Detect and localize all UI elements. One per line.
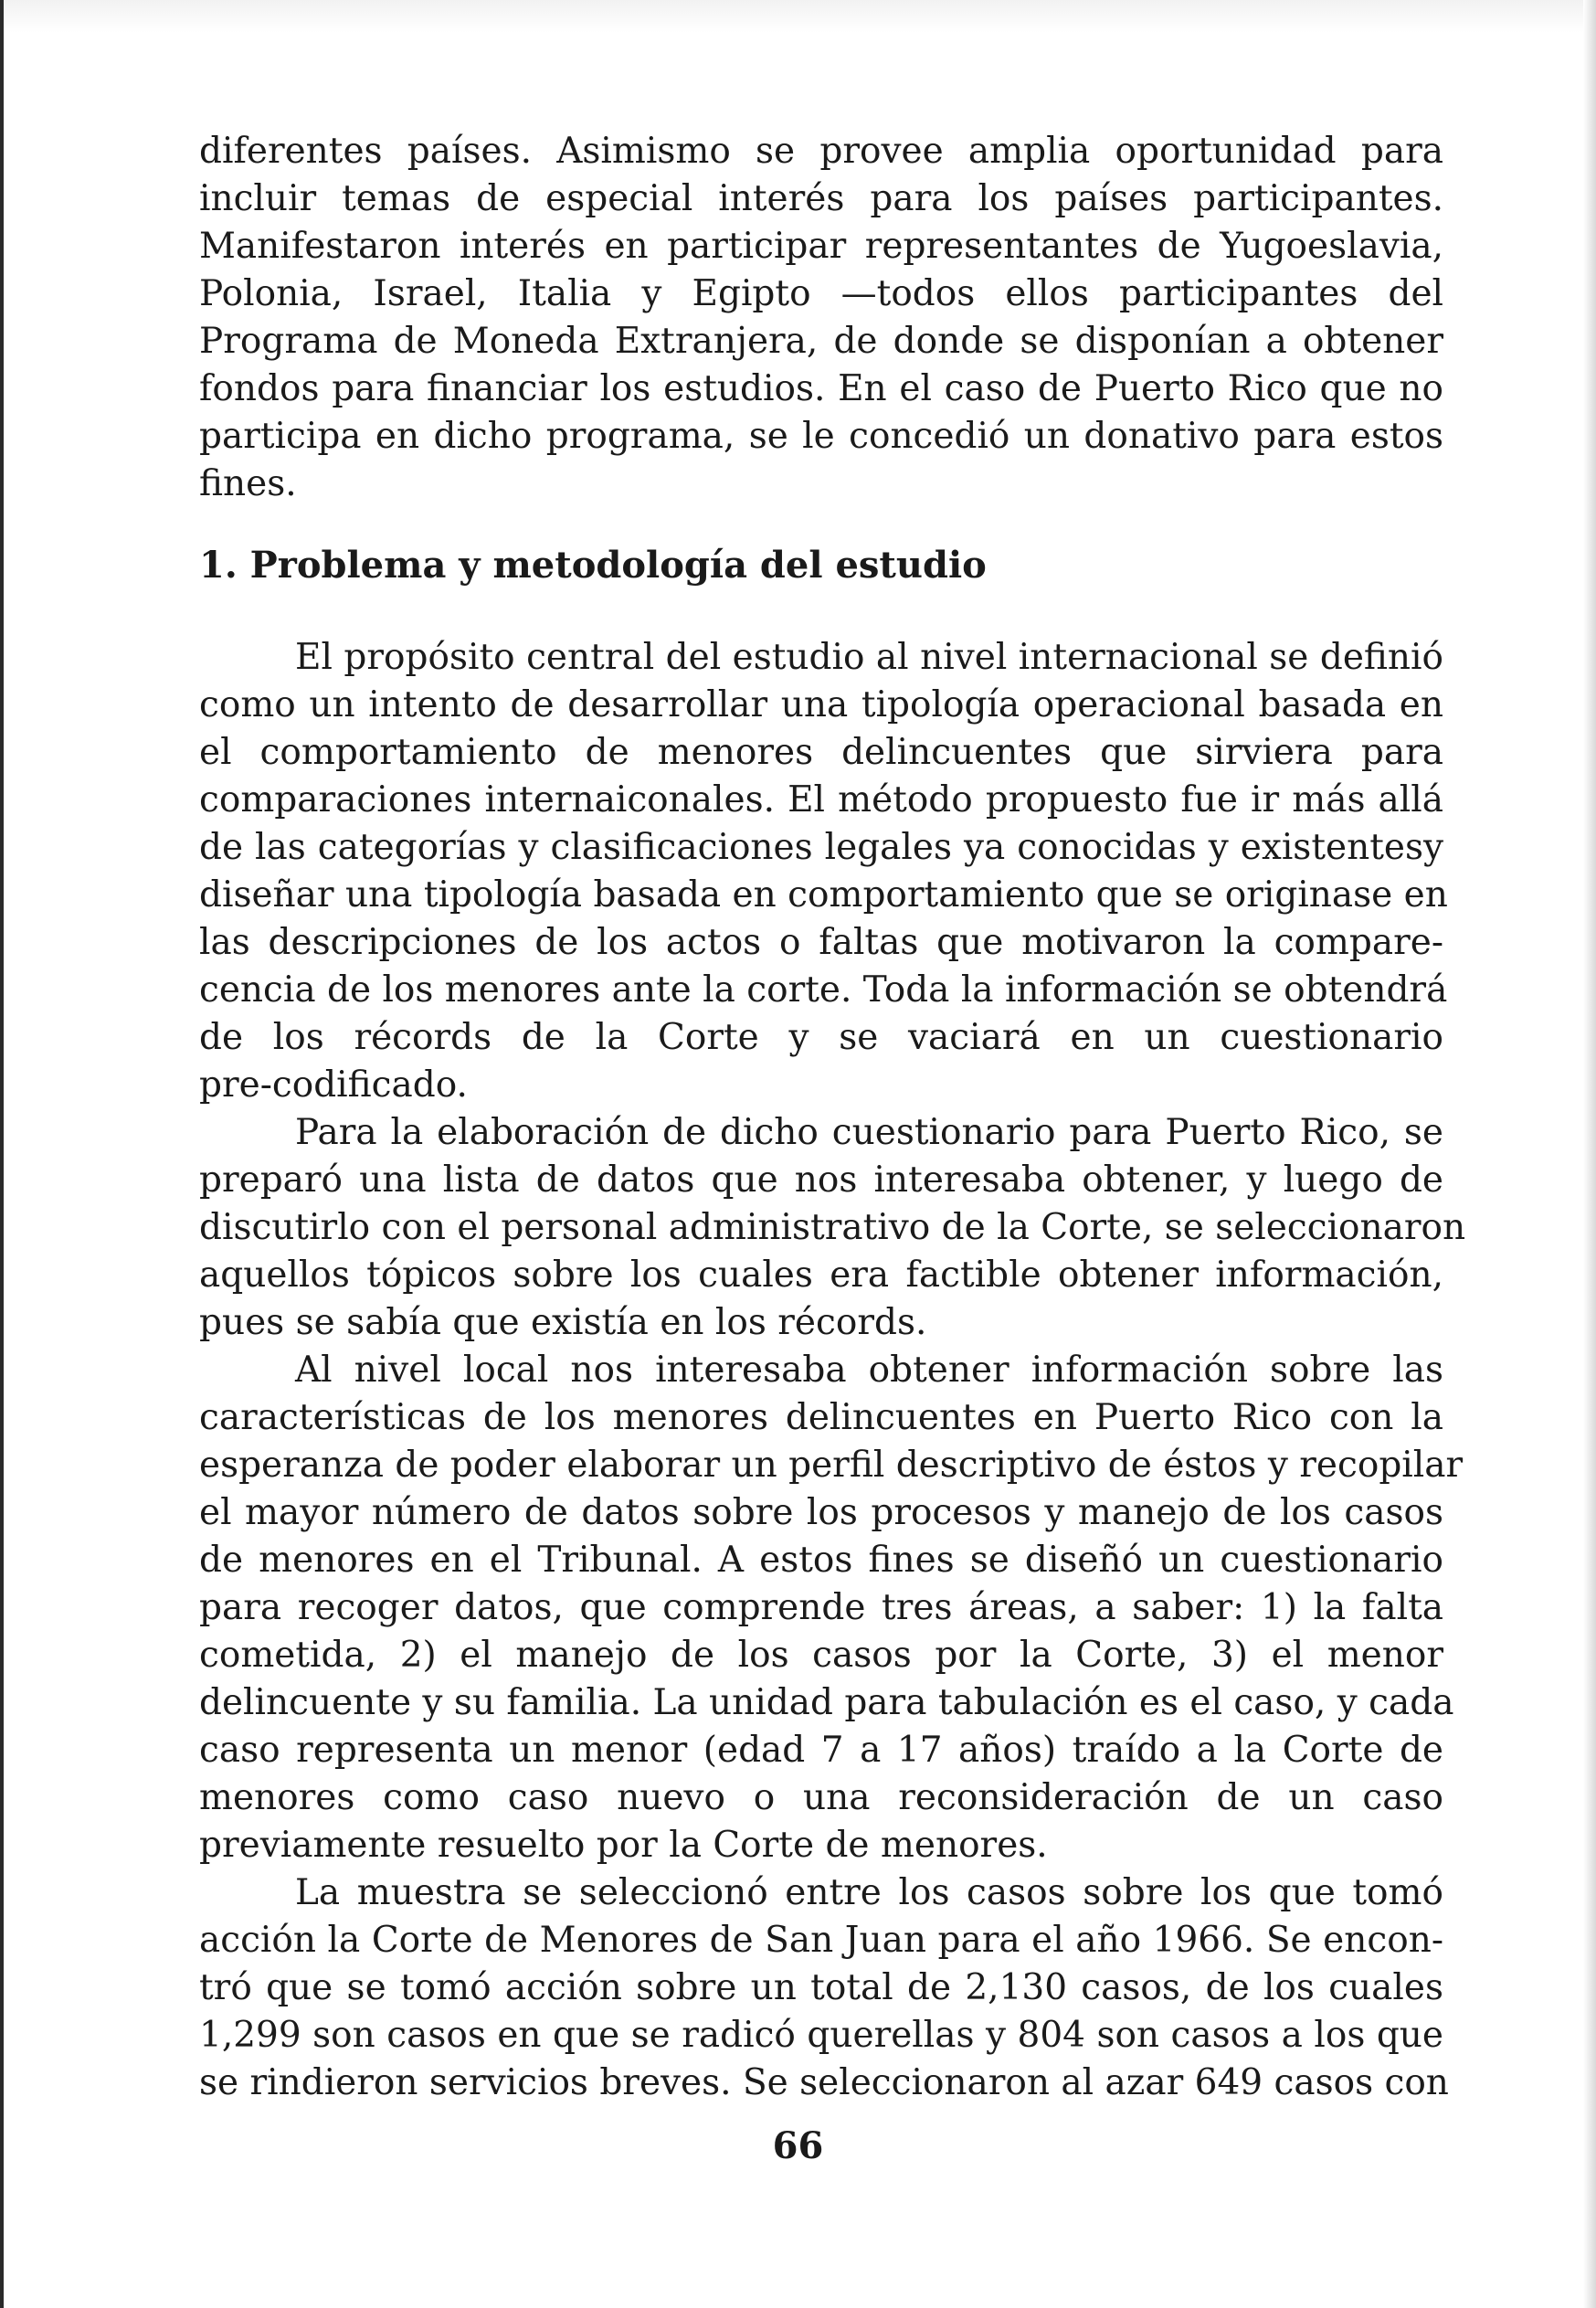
text-line: se rindieron servicios breves. Se seleccionaron al azar 649 casos con [199, 2062, 1449, 2103]
text-line: 1,299 son casos en que se radicó querellas y 804 son casos a los que [199, 2015, 1443, 2056]
text-line: pues se sabía que existía en los récords. [199, 1302, 927, 1343]
text-line: tró que se tomó acción sobre un total de 2,130 casos, de los cuales [199, 1967, 1443, 2008]
text-line: Al nivel local nos interesaba obtener información sobre las [295, 1350, 1443, 1391]
text-line: menores como caso nuevo o una reconsideración de un caso [199, 1777, 1443, 1818]
page-right-edge [1583, 0, 1596, 2308]
text-line: El propósito central del estudio al nivel internacional se definió [295, 637, 1443, 678]
text-line: cencia de los menores ante la corte. Toda la información se obtendrá [199, 969, 1448, 1011]
intro-paragraph [199, 128, 1443, 508]
text-line: aquellos tópicos sobre los cuales era factible obtener información, [199, 1255, 1443, 1296]
text-line: el mayor número de datos sobre los procesos y manejo de los casos [199, 1492, 1443, 1533]
text-line: fines. [199, 463, 297, 504]
text-line: participa en dicho programa, se le concedió un donativo para estos [199, 416, 1443, 457]
text-line: incluir temas de especial interés para los países participantes. [199, 178, 1443, 219]
text-line: de menores en el Tribunal. A estos fines se diseñó un cuestionario [199, 1540, 1443, 1581]
text-line: para recoger datos, que comprende tres áreas, a saber: 1) la falta [199, 1587, 1443, 1628]
text-line: Polonia, Israel, Italia y Egipto —todos ellos participantes del [199, 273, 1443, 314]
text-line: Programa de Moneda Extranjera, de donde se disponían a obtener [199, 321, 1443, 362]
paragraph-local-level [199, 1347, 1464, 1869]
text-line: las descripciones de los actos o faltas que motivaron la compare- [199, 922, 1443, 963]
text-line: delincuente y su familia. La unidad para tabulación es el caso, y cada [199, 1682, 1454, 1723]
text-line: comparaciones internaiconales. El método propuesto fue ir más allá [199, 779, 1443, 821]
text-line: de los récords de la Corte y se vaciará en un cuestionario [199, 1017, 1443, 1058]
section-heading: 1. Problema y metodología del estudio [199, 544, 987, 587]
text-line: Para la elaboración de dicho cuestionario para Puerto Rico, se [295, 1112, 1443, 1153]
text-line: caso representa un menor (edad 7 a 17 años) traído a la Corte de [199, 1730, 1443, 1771]
text-line: fondos para financiar los estudios. En el caso de Puerto Rico que no [199, 368, 1443, 409]
text-line: acción la Corte de Menores de San Juan para el año 1966. Se encon- [199, 1920, 1443, 1961]
page-left-edge [0, 0, 4, 2308]
text-line: esperanza de poder elaborar un perfil descriptivo de éstos y recopilar [199, 1445, 1464, 1486]
page-number: 66 [772, 2124, 824, 2167]
text-line: diferentes países. Asimismo se provee amplia oportunidad para [199, 131, 1443, 172]
text-line: Manifestaron interés en participar representantes de Yugoeslavia, [199, 226, 1443, 267]
text-line: de las categorías y clasificaciones legales ya conocidas y existentesy [199, 827, 1443, 868]
text-line: preparó una lista de datos que nos interesaba obtener, y luego de [199, 1159, 1443, 1201]
paragraph-purpose [199, 634, 1448, 1109]
text-line: diseñar una tipología basada en comportamiento que se originase en [199, 874, 1448, 916]
text-line: características de los menores delincuentes en Puerto Rico con la [199, 1397, 1443, 1438]
text-line: previamente resuelto por la Corte de menores. [199, 1825, 1048, 1866]
paragraph-sample [199, 1869, 1449, 2107]
paragraph-questionnaire [199, 1109, 1466, 1347]
text-line: La muestra se seleccionó entre los casos sobre los que tomó [295, 1872, 1443, 1913]
text-line: pre-codificado. [199, 1064, 468, 1106]
page-top-edge [0, 0, 1596, 33]
text-line: cometida, 2) el manejo de los casos por la Corte, 3) el menor [199, 1635, 1443, 1676]
text-line: como un intento de desarrollar una tipología operacional basada en [199, 684, 1443, 725]
text-line: el comportamiento de menores delincuentes que sirviera para [199, 732, 1443, 773]
text-line: discutirlo con el personal administrativo de la Corte, se seleccionaron [199, 1207, 1466, 1248]
